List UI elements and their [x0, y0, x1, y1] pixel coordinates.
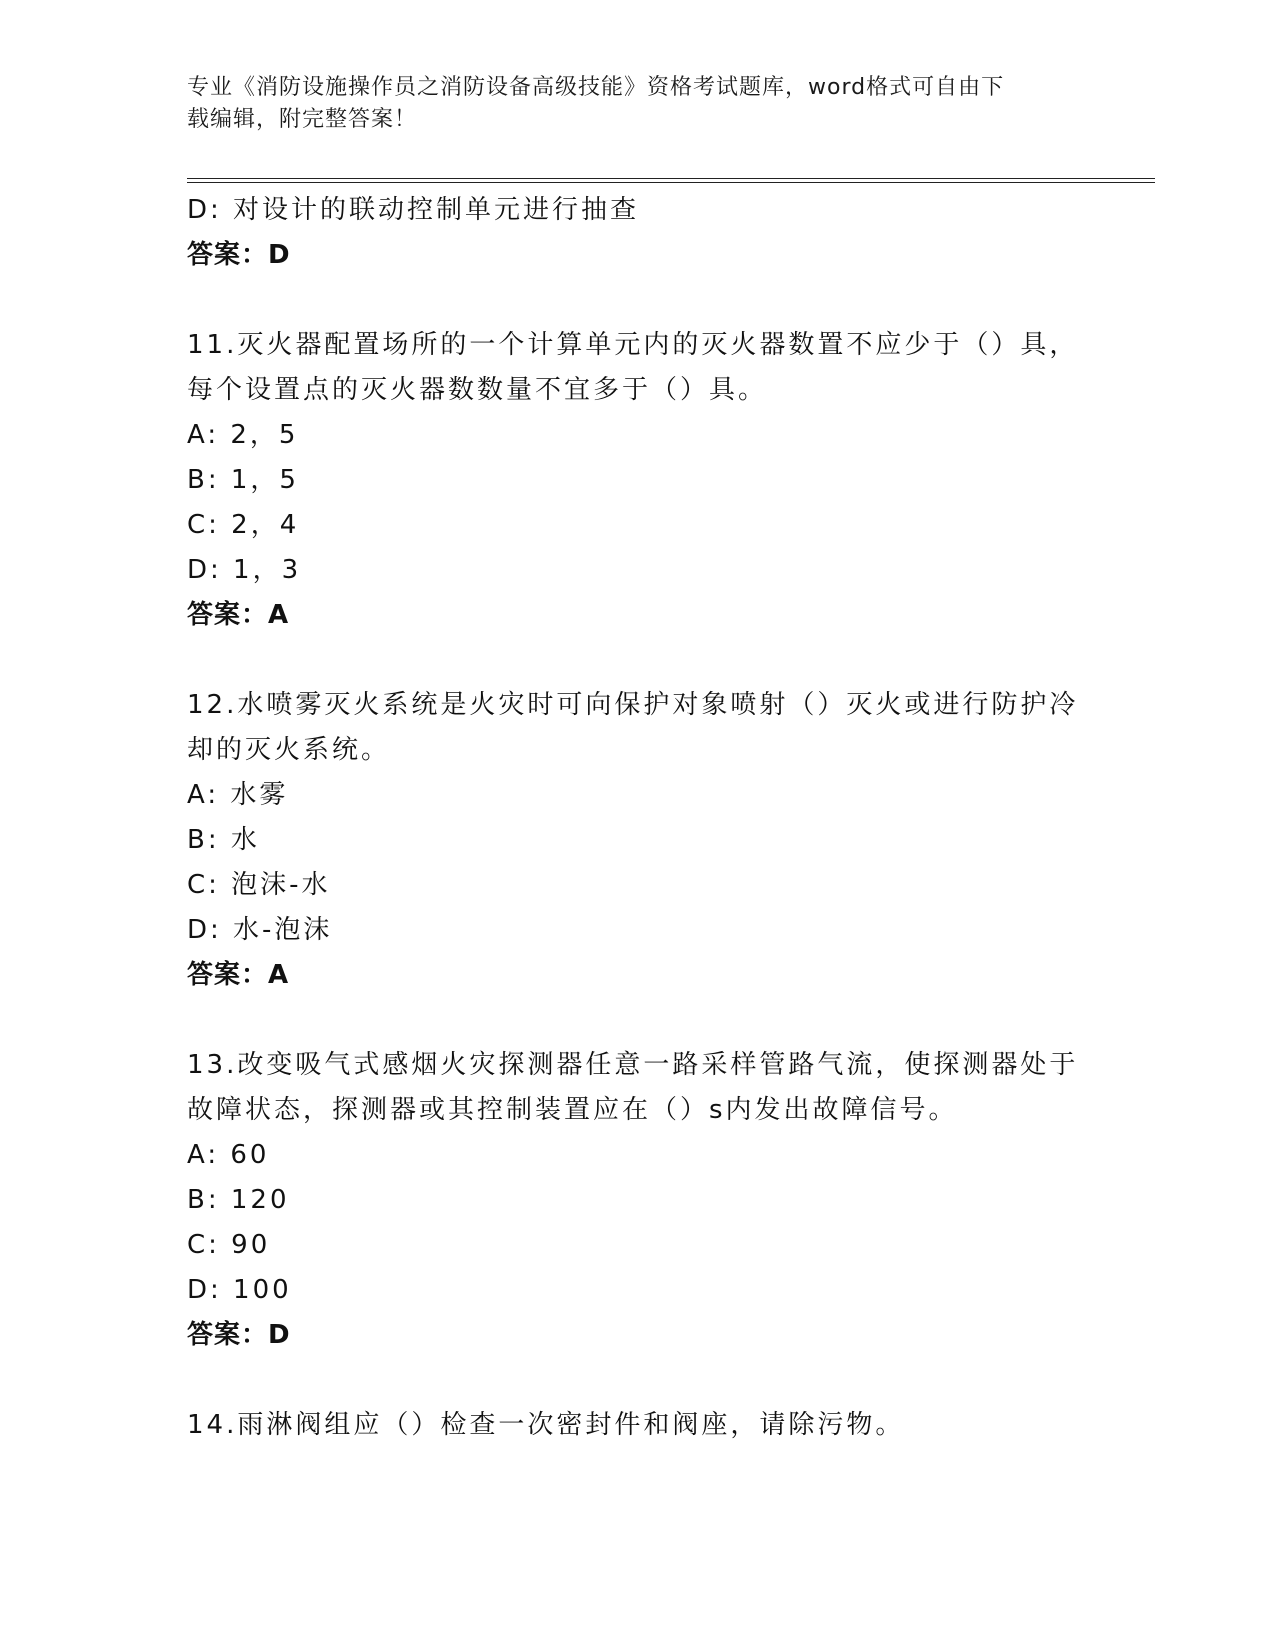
answer-line: 答案：D — [187, 240, 291, 270]
question-block — [187, 1043, 1087, 1358]
option-c: C: 2，4 — [187, 510, 300, 540]
question-body — [187, 188, 1087, 1448]
option-c: C: 泡沫-水 — [187, 870, 331, 900]
option-a: A: 水雾 — [187, 780, 289, 810]
header-divider-bottom — [187, 182, 1155, 183]
question-block — [187, 323, 1087, 638]
question-text: 14.雨淋阀组应（）检查一次密封件和阀座，请除污物。 — [187, 1410, 905, 1440]
question-text: 却的灭火系统。 — [187, 735, 391, 765]
header-line-1: 专业《消防设施操作员之消防设备高级技能》资格考试题库，word格式可自由下 — [187, 75, 1005, 100]
question-text: 每个设置点的灭火器数数量不宜多于（）具。 — [187, 375, 768, 405]
option-d: D: 1，3 — [187, 555, 302, 585]
document-header — [187, 72, 1067, 136]
option-d: D: 水-泡沫 — [187, 915, 333, 945]
question-block — [187, 683, 1087, 998]
block-spacer — [187, 638, 1087, 683]
block-spacer — [187, 1358, 1087, 1403]
answer-line: 答案：A — [187, 600, 290, 630]
block-spacer — [187, 998, 1087, 1043]
block-spacer — [187, 278, 1087, 323]
answer-line: 答案：A — [187, 960, 290, 990]
option-c: C: 90 — [187, 1230, 271, 1260]
question-block — [187, 1403, 1087, 1448]
option-b: B: 1，5 — [187, 465, 299, 495]
question-text: 故障状态，探测器或其控制装置应在（）s内发出故障信号。 — [187, 1095, 958, 1125]
question-text: 12.水喷雾灭火系统是火灾时可向保护对象喷射（）灭火或进行防护冷 — [187, 690, 1079, 720]
question-text: 13.改变吸气式感烟火灾探测器任意一路采样管路气流，使探测器处于 — [187, 1050, 1079, 1080]
option-a: A: 60 — [187, 1140, 270, 1170]
header-line-2: 载编辑，附完整答案！ — [187, 107, 418, 132]
answer-line: 答案：D — [187, 1320, 291, 1350]
option-line: D: 对设计的联动控制单元进行抽查 — [187, 195, 640, 225]
question-text: 11.灭火器配置场所的一个计算单元内的灭火器数置不应少于（）具， — [187, 330, 1079, 360]
option-b: B: 水 — [187, 825, 260, 855]
header-divider-top — [187, 178, 1155, 179]
option-a: A: 2，5 — [187, 420, 299, 450]
option-d: D: 100 — [187, 1275, 292, 1305]
question-block — [187, 188, 1087, 278]
option-b: B: 120 — [187, 1185, 290, 1215]
